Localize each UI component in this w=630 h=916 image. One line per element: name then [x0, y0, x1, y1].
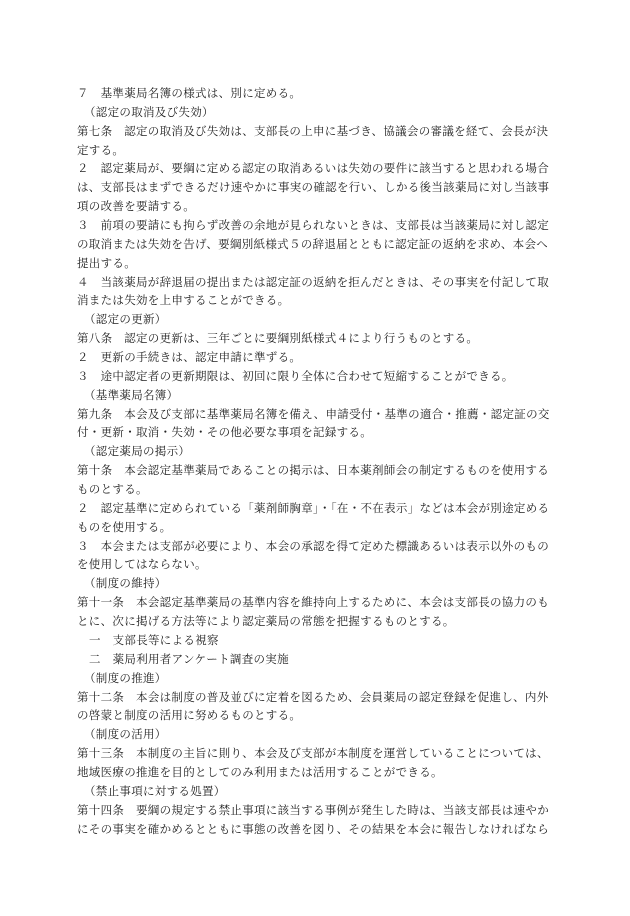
section-heading: （禁止事項に対する処置）	[84, 783, 226, 798]
section-heading: （制度の推進）	[84, 670, 167, 685]
text-line: 地域医療の推進を目的としてのみ利用または活用することができる。	[77, 764, 443, 779]
list-item: 一 支部長等による視察	[89, 632, 219, 647]
text-line: ４ 当該薬局が辞退届の提出または認定証の返納を拒んだときは、その事実を付記して取	[77, 274, 549, 289]
text-line: 第十三条 本制度の主旨に則り、本会及び支部が本制度を運営していることについては、	[77, 746, 549, 761]
text-line: 項の改善を要請する。	[77, 199, 195, 214]
text-line: にその事実を確かめるとともに事態の改善を図り、その結果を本会に報告しなければなら	[77, 821, 549, 836]
text-line: 第八条 認定の更新は、三年ごとに要綱別紙様式４により行うものとする。	[77, 331, 479, 346]
section-heading: （制度の維持）	[84, 576, 167, 591]
text-line: 定する。	[77, 142, 125, 157]
text-line: 消または失効を上申することができる。	[77, 293, 290, 308]
section-heading: （認定の更新）	[84, 312, 167, 327]
section-heading: （認定薬局の掲示）	[84, 444, 191, 459]
text-line: 第十条 本会認定基準薬局であることの掲示は、日本薬剤師会の制定するものを使用する	[77, 463, 549, 478]
text-line: を使用してはならない。	[77, 557, 207, 572]
text-line: 第七条 認定の取消及び失効は、支部長の上申に基づき、協議会の審議を経て、会長が決	[77, 123, 549, 138]
text-line: の取消または失効を告げ、要綱別紙様式５の辞退届とともに認定証の返納を求め、本会へ	[77, 236, 549, 251]
text-line: ２ 認定薬局が、要綱に定める認定の取消あるいは失効の要件に該当すると思われる場合	[77, 161, 549, 176]
text-line: 第十一条 本会認定基準薬局の基準内容を維持向上するために、本会は支部長の協力のも	[77, 595, 549, 610]
text-line: 付・更新・取消・失効・その他必要な事項を記録する。	[77, 425, 372, 440]
text-line: 第十二条 本会は制度の普及並びに定着を図るため、会員薬局の認定登録を促進し、内外	[77, 689, 549, 704]
text-line: 提出する。	[77, 255, 136, 270]
section-heading: （認定の取消及び失効）	[84, 104, 214, 119]
section-heading: （制度の活用）	[84, 727, 167, 742]
text-line: ２ 更新の手続きは、認定申請に準ずる。	[77, 350, 302, 365]
text-line: 第九条 本会及び支部に基準薬局名簿を備え、申請受付・基準の適合・推薦・認定証の交	[77, 406, 550, 421]
text-line: ３ 途中認定者の更新期限は、初回に限り全体に合わせて短縮することができる。	[77, 368, 514, 383]
list-item: 二 薬局利用者アンケート調査の実施	[89, 651, 289, 666]
text-line: ２ 認定基準に定められている「薬剤師胸章」・「在・不在表示」などは本会が別途定める	[77, 500, 550, 515]
document-page	[77, 84, 557, 838]
text-line: ものを使用する。	[77, 519, 172, 534]
text-line: は、支部長はまずできるだけ速やかに事実の確認を行い、しかる後当該薬局に対し当該事	[77, 180, 550, 195]
text-line: の啓蒙と制度の活用に努めるものとする。	[77, 708, 302, 723]
section-heading: （基準薬局名簿）	[84, 387, 179, 402]
text-line: 第十四条 要綱の規定する禁止事項に該当する事例が発生した時は、当該支部長は速やか	[77, 802, 549, 817]
text-line: ３ 前項の要請にも拘らず改善の余地が見られないときは、支部長は当該薬局に対し認定	[77, 218, 549, 233]
text-line: ７ 基準薬局名簿の様式は、別に定める。	[77, 86, 302, 100]
text-line: ものとする。	[77, 482, 148, 497]
text-line: とに、次に掲げる方法等により認定薬局の常態を把握するものとする。	[77, 614, 455, 629]
text-line: ３ 本会または支部が必要により、本会の承認を得て定めた標識あるいは表示以外のもの	[77, 538, 549, 553]
